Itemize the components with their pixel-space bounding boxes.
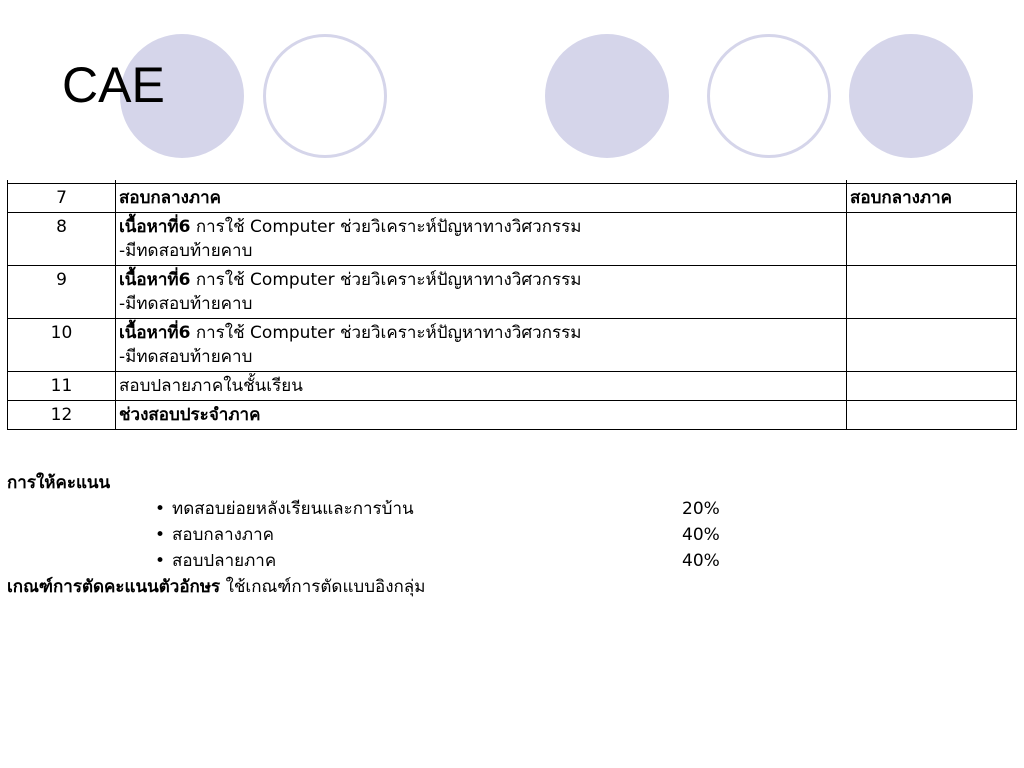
grading-heading: เกณฑ์การตัดคะแนนตัวอักษร — [7, 577, 221, 597]
list-item — [7, 548, 720, 574]
topic-bold: เนื้อหาที่6 — [119, 217, 191, 237]
week-cell: 11 — [8, 372, 116, 401]
week-cell: 7 — [8, 184, 116, 213]
note-cell: สอบกลางภาค — [847, 184, 1017, 213]
decor-circle-4 — [707, 34, 831, 158]
topic-cell — [116, 266, 847, 319]
bullet-icon: • — [155, 499, 166, 519]
decor-circle-2 — [263, 34, 387, 158]
topic-sub: -มีทดสอบท้ายคาบ — [119, 347, 253, 367]
week-cell: 9 — [8, 266, 116, 319]
scoring-percent: 20% — [682, 499, 720, 519]
scoring-section — [7, 470, 720, 600]
list-item — [7, 496, 720, 522]
table-row — [8, 372, 1017, 401]
note-cell — [847, 401, 1017, 430]
scoring-percent: 40% — [682, 551, 720, 571]
schedule-table — [7, 180, 1017, 430]
table-row — [8, 266, 1017, 319]
table-row — [8, 213, 1017, 266]
grading-text: ใช้เกณฑ์การตัดแบบอิงกลุ่ม — [225, 577, 426, 597]
bullet-icon: • — [155, 551, 166, 571]
week-cell: 12 — [8, 401, 116, 430]
note-cell — [847, 319, 1017, 372]
topic-text: การใช้ Computer ช่วยวิเคราะห์ปัญหาทางวิศวกรรม — [190, 270, 582, 290]
topic-bold: ช่วงสอบประจำภาค — [119, 405, 261, 425]
topic-sub: -มีทดสอบท้ายคาบ — [119, 294, 253, 314]
table-row — [8, 184, 1017, 213]
topic-bold: สอบกลางภาค — [119, 188, 222, 208]
topic-cell — [116, 401, 847, 430]
note-cell — [847, 372, 1017, 401]
week-cell: 8 — [8, 213, 116, 266]
scoring-percent: 40% — [682, 525, 720, 545]
scoring-list — [7, 496, 720, 574]
decor-circle-5 — [849, 34, 973, 158]
topic-cell — [116, 184, 847, 213]
table-row — [8, 319, 1017, 372]
decor-circle-3 — [545, 34, 669, 158]
topic-sub: -มีทดสอบท้ายคาบ — [119, 241, 253, 261]
list-item — [7, 522, 720, 548]
topic-text: การใช้ Computer ช่วยวิเคราะห์ปัญหาทางวิศวกรรม — [190, 323, 582, 343]
topic-cell — [116, 213, 847, 266]
topic-cell — [116, 319, 847, 372]
scoring-label: สอบปลายภาค — [172, 551, 277, 571]
note-cell — [847, 213, 1017, 266]
scoring-heading: การให้คะแนน — [7, 473, 111, 493]
scoring-label: ทดสอบย่อยหลังเรียนและการบ้าน — [172, 499, 414, 519]
topic-text: การใช้ Computer ช่วยวิเคราะห์ปัญหาทางวิศวกรรม — [190, 217, 582, 237]
topic-cell — [116, 372, 847, 401]
table-row — [8, 401, 1017, 430]
bullet-icon: • — [155, 525, 166, 545]
topic-text: สอบปลายภาคในชั้นเรียน — [119, 376, 303, 396]
topic-bold: เนื้อหาที่6 — [119, 323, 191, 343]
grading-line — [7, 574, 425, 600]
scoring-label: สอบกลางภาค — [172, 525, 275, 545]
topic-bold: เนื้อหาที่6 — [119, 270, 191, 290]
slide-title: CAE — [62, 57, 165, 113]
note-cell — [847, 266, 1017, 319]
week-cell: 10 — [8, 319, 116, 372]
